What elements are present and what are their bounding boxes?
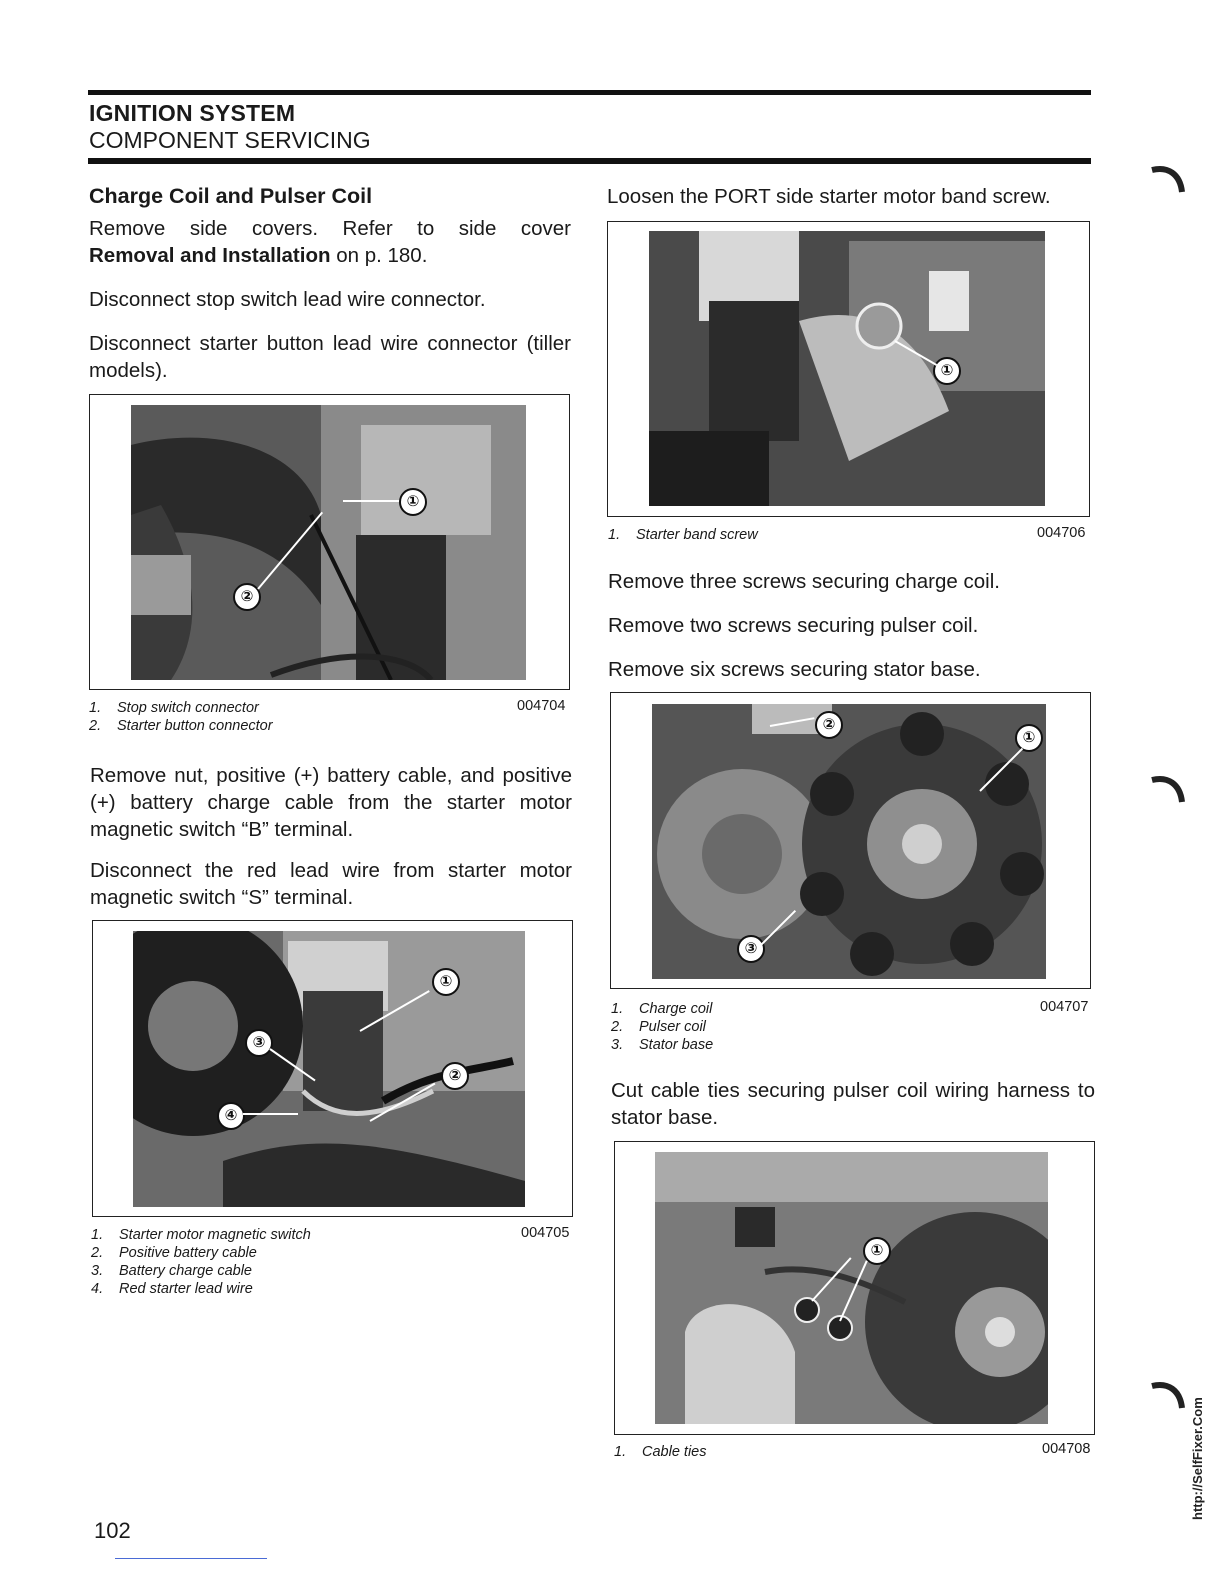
callout-1: ① (432, 968, 460, 996)
engine-photo-illustration (131, 405, 526, 680)
figure-004708-photo (655, 1152, 1048, 1424)
caption-text: Stator base (639, 1037, 714, 1053)
right-paragraph-5: Cut cable ties securing pulser coil wiring harness to stator base. (611, 1079, 1095, 1129)
caption-number: 1. (611, 1001, 624, 1017)
figure-number: 004707 (1040, 999, 1089, 1015)
caption-text: Starter band screw (636, 527, 758, 543)
figure-004707-caption-2 (611, 1018, 706, 1036)
figure-number: 004705 (521, 1225, 570, 1241)
callout-1: ① (399, 488, 427, 516)
figure-004704-caption-1 (89, 699, 259, 717)
callout-1: ① (863, 1237, 891, 1265)
caption-text: Stop switch connector (117, 700, 259, 716)
page-ref-text: on p. 180. (330, 244, 428, 267)
binder-hook-icon (1148, 770, 1188, 810)
caption-number: 1. (89, 700, 102, 716)
caption-text: Starter motor magnetic switch (119, 1227, 311, 1243)
header-rule-top (88, 90, 1091, 95)
caption-number: 1. (614, 1444, 627, 1460)
caption-number: 2. (91, 1245, 104, 1261)
left-p1-line1: Remove side covers. Refer to side cover (89, 217, 571, 240)
left-p1-line2 (89, 242, 571, 269)
figure-number: 004704 (517, 698, 566, 714)
figure-004705-caption-4 (91, 1280, 253, 1298)
caption-text: Battery charge cable (119, 1263, 252, 1279)
right-paragraph-2: Remove three screws securing charge coil. (608, 570, 1000, 593)
subsection-title: COMPONENT SERVICING (89, 127, 371, 153)
callout-2: ② (233, 583, 261, 611)
caption-number: 3. (91, 1263, 104, 1279)
callout-4: ④ (217, 1102, 245, 1130)
callout-1: ① (1015, 724, 1043, 752)
caption-number: 2. (611, 1019, 624, 1035)
header-rule-bottom (88, 158, 1091, 164)
caption-text: Charge coil (639, 1001, 713, 1017)
caption-number: 4. (91, 1281, 104, 1297)
figure-004707-caption-1 (611, 1000, 712, 1018)
figure-004705-caption-3 (91, 1262, 252, 1280)
callout-1: ① (933, 357, 961, 385)
caption-text: Red starter lead wire (119, 1281, 253, 1297)
left-paragraph-2: Disconnect stop switch lead wire connector. (89, 288, 486, 311)
callout-3: ③ (245, 1029, 273, 1057)
page-number: 102 (94, 1518, 131, 1543)
callout-2: ② (441, 1062, 469, 1090)
left-paragraph-3: Disconnect starter button lead wire connector (tiller models). (89, 332, 571, 382)
caption-number: 1. (608, 527, 621, 543)
section-title: IGNITION SYSTEM (89, 100, 296, 126)
procedure-heading: Charge Coil and Pulser Coil (89, 184, 373, 208)
cable-ties-photo-illustration (655, 1152, 1048, 1424)
right-paragraph-4: Remove six screws securing stator base. (608, 658, 981, 681)
callout-2: ② (815, 711, 843, 739)
figure-004704-photo (131, 405, 526, 680)
watermark-url: http://SelfFixer.Com (1190, 1397, 1205, 1520)
right-paragraph-1: Loosen the PORT side starter motor band screw. (607, 185, 1051, 208)
figure-004707-photo (652, 704, 1046, 979)
figure-004707-caption-3 (611, 1036, 713, 1054)
figure-number: 004706 (1037, 525, 1086, 541)
binder-hook-icon (1148, 1376, 1188, 1416)
caption-text: Positive battery cable (119, 1245, 257, 1261)
left-paragraph-5: Disconnect the red lead wire from starter motor magnetic switch “S” terminal. (90, 859, 572, 909)
caption-number: 1. (91, 1227, 104, 1243)
starter-band-photo-illustration (649, 231, 1045, 506)
figure-004708-caption-1 (614, 1443, 706, 1461)
caption-number: 3. (611, 1037, 624, 1053)
left-paragraph-1 (89, 215, 571, 269)
figure-004705-caption-2 (91, 1244, 257, 1262)
caption-text: Pulser coil (639, 1019, 706, 1035)
caption-text: Starter button connector (117, 718, 273, 734)
caption-text: Cable ties (642, 1444, 707, 1460)
figure-number: 004708 (1042, 1441, 1091, 1457)
stator-photo-illustration (652, 704, 1046, 979)
figure-004705-caption-1 (91, 1226, 311, 1244)
removal-installation-ref[interactable]: Removal and Installation (89, 244, 331, 267)
left-paragraph-4: Remove nut, positive (+) battery cable, and positive (+) battery charge cable from the starter motor magnetic switch “B” terminal. (90, 764, 572, 841)
figure-004704-caption-2 (89, 717, 273, 735)
leader-line-4 (243, 1113, 298, 1115)
figure-004706-photo (649, 231, 1045, 506)
footer-link-underline (115, 1558, 267, 1559)
leader-line-1 (343, 500, 399, 502)
figure-004706-caption-1 (608, 526, 758, 544)
callout-3: ③ (737, 935, 765, 963)
binder-hook-icon (1148, 160, 1188, 200)
right-paragraph-3: Remove two screws securing pulser coil. (608, 614, 979, 637)
caption-number: 2. (89, 718, 102, 734)
